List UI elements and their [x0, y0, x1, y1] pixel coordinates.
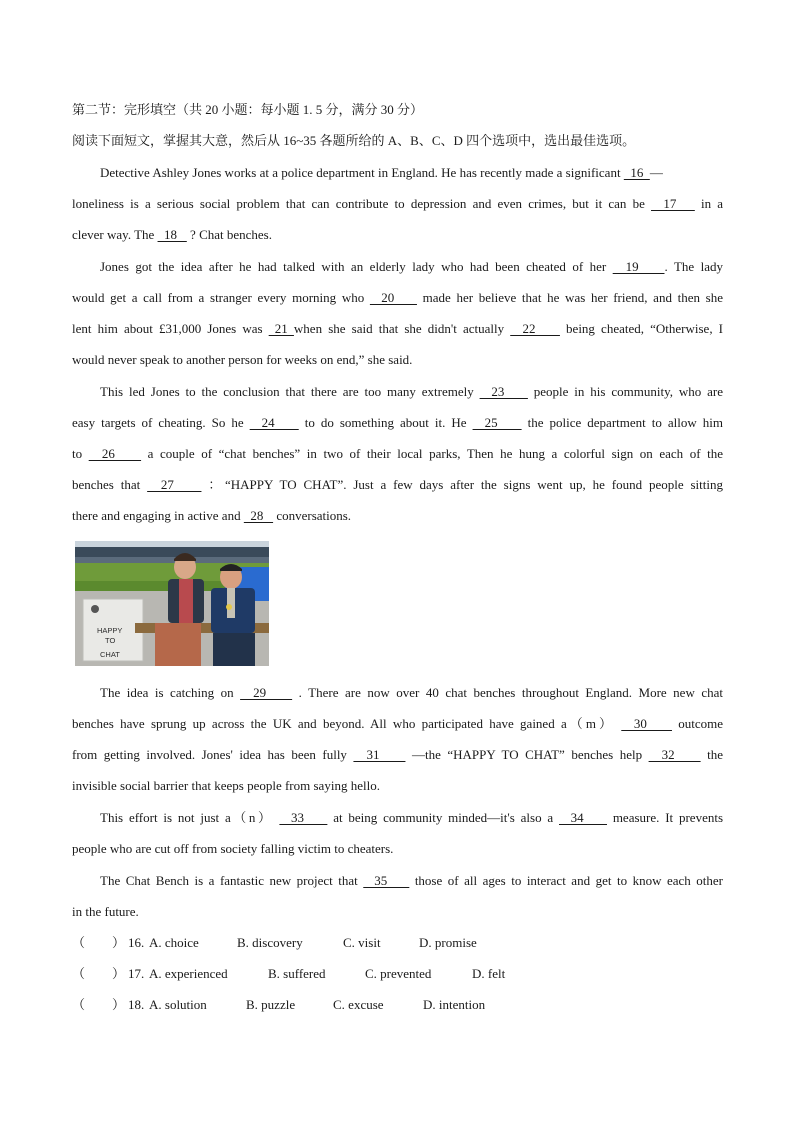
blank-23: 23 — [479, 384, 528, 399]
blank-27: 27 — [147, 477, 202, 492]
blank-19: 19 — [612, 259, 665, 274]
blank-33: 33 — [279, 810, 328, 825]
chat-bench-photo — [75, 541, 269, 666]
blank-24: 24 — [249, 415, 299, 430]
option-c[interactable]: C. visit — [343, 935, 381, 950]
sign-line-1: HAPPY — [97, 626, 123, 635]
paragraph-1-line-3: clever way. The 18 ? Chat benches. — [72, 227, 272, 242]
option-c[interactable]: C. prevented — [365, 966, 432, 981]
option-a[interactable]: A. experienced — [149, 966, 228, 981]
option-b[interactable]: B. discovery — [237, 935, 303, 950]
paragraph-3-line-3: to 26 a couple of “chat benches” in two of their local parks, Then he hung a colorful sign on each of the — [72, 446, 724, 461]
blank-20: 20 — [369, 290, 417, 305]
paragraph-3-line-1: This led Jones to the conclusion that there are too many extremely 23 people in his community, who are — [100, 384, 723, 399]
blank-35: 35 — [363, 873, 410, 888]
section-title: 第二节：完形填空（共 20 小题：每小题 1. 5 分，满分 30 分） — [72, 102, 424, 117]
option-d[interactable]: D. promise — [419, 935, 477, 950]
paragraph-5-line-1: This effort is not just a（n） 33 at being community minded—it's also a 34 measure. It prevents — [100, 810, 724, 825]
logo-icon — [91, 605, 99, 613]
paragraph-6-line-2: in the future. — [72, 904, 139, 919]
paragraph-6-line-1: The Chat Bench is a fantastic new project that 35 those of all ages to interact and get to know each other — [100, 873, 724, 888]
question-18: （ ） 18. A. solution B. puzzle C. excuse D. intention — [72, 997, 486, 1012]
option-d[interactable]: D. intention — [423, 997, 486, 1012]
blank-16: 16 — [623, 165, 650, 180]
blank-21: 21 — [268, 321, 294, 336]
paragraph-2-line-3: lent him about £31,000 Jones was 21 when she said that she didn't actually 22 being cheated, “Otherwise, I — [72, 321, 724, 336]
option-c[interactable]: C. excuse — [333, 997, 384, 1012]
blank-26: 26 — [88, 446, 142, 461]
option-b[interactable]: B. puzzle — [246, 997, 296, 1012]
paragraph-1-line-1: Detective Ashley Jones works at a police department in England. He has recently made a significant 16 — — [100, 165, 663, 180]
blank-29: 29 — [240, 685, 293, 700]
instruction-text: 阅读下面短文，掌握其大意，然后从 16~35 各题所给的 A、B、C、D 四个选项中，选出最佳选项。 — [72, 133, 636, 148]
paragraph-4-line-3: from getting involved. Jones' idea has been fully 31 —the “HAPPY TO CHAT” benches help 32 the — [72, 747, 723, 762]
paragraph-3-line-2: easy targets of cheating. So he 24 to do something about it. He 25 the police department to allow him — [72, 415, 723, 430]
paragraph-2-line-1: Jones got the idea after he had talked with an elderly lady who had been cheated of her 19 . The lady — [100, 259, 724, 274]
option-d[interactable]: D. felt — [472, 966, 506, 981]
option-a[interactable]: A. solution — [149, 997, 207, 1012]
paragraph-1-line-2: loneliness is a serious social problem that can contribute to depression and even crimes, but it can be 17 in a — [72, 196, 724, 211]
blank-34: 34 — [559, 810, 607, 825]
sign-line-3: CHAT — [100, 650, 120, 659]
paragraph-5-line-2: people who are cut off from society falling victim to cheaters. — [72, 841, 394, 856]
paragraph-4-line-2: benches have sprung up across the UK and beyond. All who participated have gained a（m） 30 outcome — [72, 716, 724, 731]
blank-30: 30 — [621, 716, 672, 731]
blank-28: 28 — [243, 508, 274, 523]
blank-32: 32 — [648, 747, 701, 762]
sign-line-2: TO — [105, 636, 116, 645]
question-16: （ ） 16. A. choice B. discovery C. visit D. promise — [72, 935, 477, 950]
option-a[interactable]: A. choice — [149, 935, 199, 950]
blank-31: 31 — [353, 747, 406, 762]
question-17: （ ） 17. A. experienced B. suffered C. prevented D. felt — [72, 966, 506, 981]
paragraph-2-line-4: would never speak to another person for weeks on end,” she said. — [72, 352, 413, 367]
blank-18: 18 — [157, 227, 187, 242]
blank-22: 22 — [510, 321, 560, 336]
paragraph-4-line-1: The idea is catching on 29 . There are now over 40 chat benches throughout England. More new chat — [100, 685, 723, 700]
paragraph-3-line-4: benches that 27 ：“HAPPY TO CHAT”. Just a few days after the signs went up, he found people sitting — [72, 477, 723, 492]
blank-25: 25 — [472, 415, 522, 430]
paragraph-3-line-5: there and engaging in active and 28 conversations. — [72, 508, 352, 523]
paragraph-4-line-4: invisible social barrier that keeps people from saying hello. — [72, 778, 380, 793]
blank-17: 17 — [651, 196, 695, 211]
paragraph-2-line-2: would get a call from a stranger every morning who 20 made her believe that he was her friend, and then she — [72, 290, 724, 305]
photo-illustration — [75, 541, 269, 666]
option-b[interactable]: B. suffered — [268, 966, 326, 981]
